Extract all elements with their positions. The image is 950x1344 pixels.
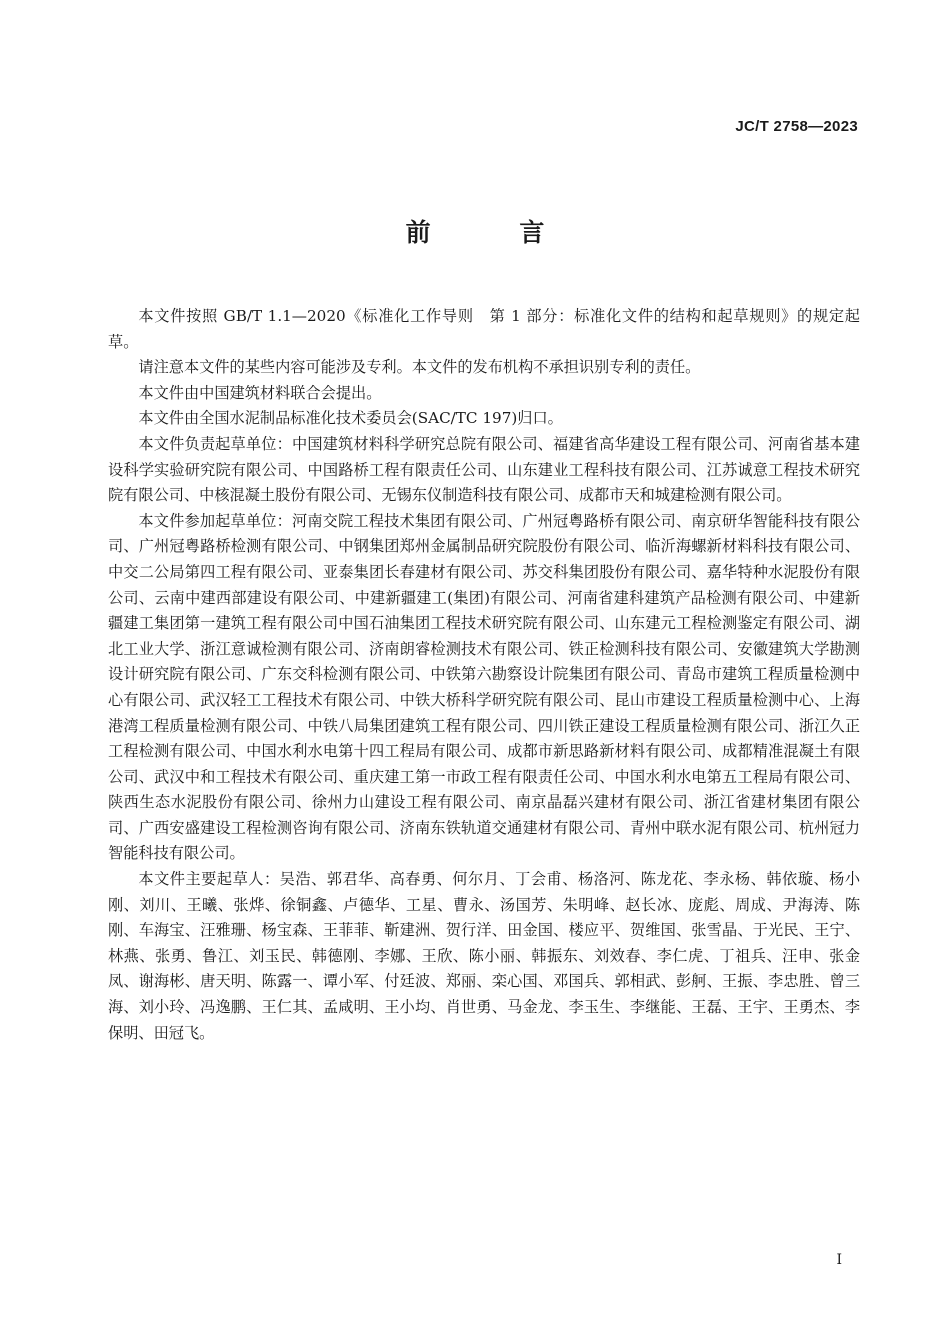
paragraph-proposer: 本文件由中国建筑材料联合会提出。 (138, 383, 382, 402)
paragraph-main-drafters: 本文件主要起草人：吴浩、郭君华、高春勇、何尔月、丁会甫、杨洛河、陈龙花、李永杨、韩依璇、杨小刚、刘川、王曦、张烨、徐铜鑫、卢德华、工星、曹永、汤国芳、朱明峰、赵长冰、庞彪、周成、尹海涛、陈刚、车海宝、汪雅珊、杨宝森、王菲菲、靳建洲、贺行洋、田金国、楼应平、贺维国、张雪晶、于光民、王宁、林燕、张勇、鲁江、刘玉民、韩德刚、李娜、王欣、陈小丽、韩振东、刘效春、李仁虎、丁祖兵、汪申、张金凤、谢海彬、唐天明、陈露一、谭小军、付廷波、郑丽、栾心国、邓国兵、郭相武、彭舸、王振、李忠胜、曾三海、刘小玲、冯逸鹏、王仁其、孟咸明、王小均、肖世勇、马金龙、李玉生、李继能、王磊、王宇、王勇杰、李保明、田冠飞。 (108, 870, 860, 1042)
foreword-body (108, 304, 860, 1046)
paragraph-committee: 本文件由全国水泥制品标准化技术委员会(SAC/TC 197)归口。 (138, 409, 563, 428)
paragraph-patent-notice: 请注意本文件的某些内容可能涉及专利。本文件的发布机构不承担识别专利的责任。 (138, 358, 701, 377)
paragraph-drafting-rules: 本文件按照 GB/T 1.1—2020《标准化工作导则 第 1 部分：标准化文件的结构和起草规则》的规定起草。 (108, 307, 860, 351)
paragraph-participating-drafters: 本文件参加起草单位：河南交院工程技术集团有限公司、广州冠粤路桥有限公司、南京研华智能科技有限公司、广州冠粤路桥检测有限公司、中钢集团郑州金属制品研究院股份有限公司、临沂海螺新材料科技有限公司、中交二公局第四工程有限公司、亚泰集团长春建材有限公司、苏交科集团股份有限公司、嘉华特种水泥股份有限公司、云南中建西部建设有限公司、中建新疆建工(集团)有限公司、河南省建科建筑产品检测有限公司、中建新疆建工集团第一建筑工程有限公司中国石油集团工程技术研究院有限公司、山东建元工程检测鉴定有限公司、湖北工业大学、浙江意诚检测有限公司、济南朗睿检测技术有限公司、铁正检测科技有限公司、安徽建筑大学勘测设计研究院有限公司、广东交科检测有限公司、中铁第六勘察设计院集团有限公司、青岛市建筑工程质量检测中心有限公司、武汉轻工工程技术有限公司、中铁大桥科学研究院有限公司、昆山市建设工程质量检测中心、上海港湾工程质量检测有限公司、中铁八局集团建筑工程有限公司、四川铁正建设工程质量检测有限公司、浙江久正工程检测有限公司、中国水利水电第十四工程局有限公司、成都市新思路新材料有限公司、成都精准混凝土有限公司、武汉中和工程技术有限公司、重庆建工第一市政工程有限责任公司、中国水利水电第五工程局有限公司、陕西生态水泥股份有限公司、徐州力山建设工程有限公司、南京晶磊兴建材有限公司、浙江省建材集团有限公司、广西安盛建设工程检测咨询有限公司、济南东铁轨道交通建材有限公司、青州中联水泥有限公司、杭州冠力智能科技有限公司。 (108, 511, 860, 863)
page-title: 前 言 (405, 218, 585, 247)
page-number: I (836, 1252, 842, 1268)
standard-code: JC/T 2758—2023 (735, 118, 858, 135)
paragraph-lead-drafters: 本文件负责起草单位：中国建筑材料科学研究总院有限公司、福建省高华建设工程有限公司、河南省基本建设科学实验研究院有限公司、中国路桥工程有限责任公司、山东建业工程科技有限公司、江苏诚意工程技术研究院有限公司、中核混凝土股份有限公司、无锡东仪制造科技有限公司、成都市天和城建检测有限公司。 (108, 434, 860, 505)
